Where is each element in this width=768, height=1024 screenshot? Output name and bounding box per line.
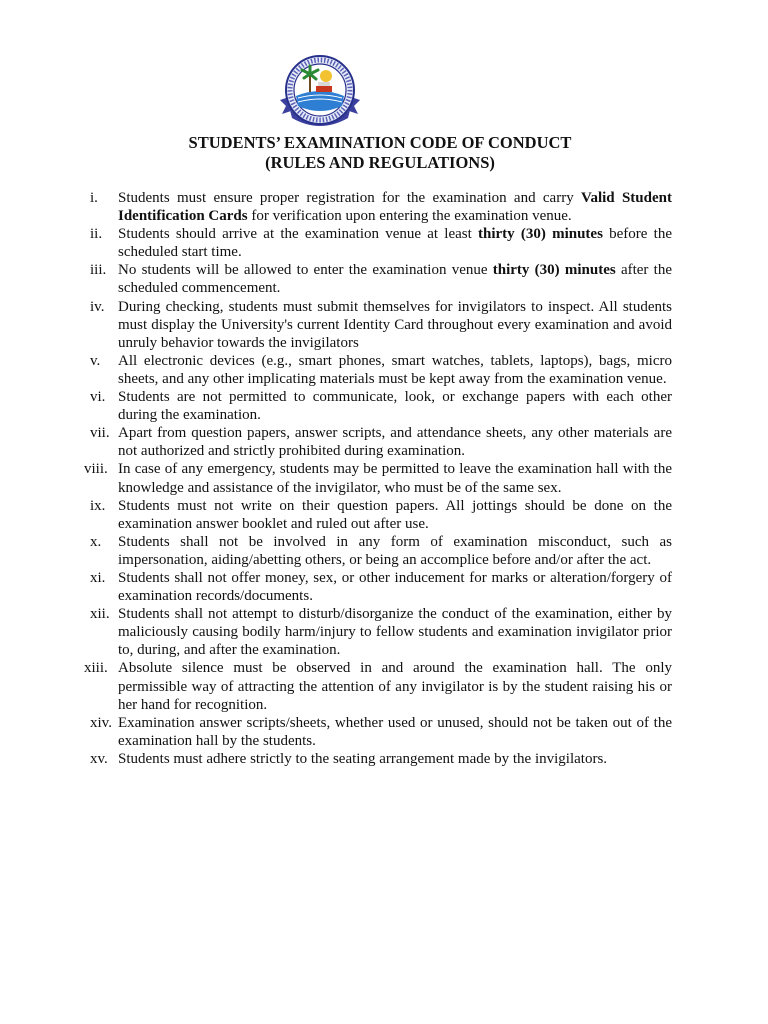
rule-text-segment: Students shall not attempt to disturb/disorganize the conduct of the examination, either by maliciously causing bodily harm/injury to fellow students and examination invigilator prior to, during, and after the examination. xyxy=(118,606,672,659)
rule-text-segment: Students should arrive at the examination venue at least xyxy=(118,226,478,243)
rule-text-segment: Students shall not be involved in any form of examination misconduct, such as impersonation, aiding/abetting others, or being an accomplice before and/or after the act. xyxy=(118,533,672,568)
rule-item xyxy=(84,569,672,605)
rule-text xyxy=(118,569,672,605)
document-subtitle: (RULES AND REGULATIONS) xyxy=(265,153,495,172)
rule-item xyxy=(84,225,672,261)
rule-text-segment: Students must adhere strictly to the seating arrangement made by the invigilators. xyxy=(118,750,608,767)
rule-item xyxy=(84,714,672,750)
rule-number: i. xyxy=(90,190,98,206)
rule-text-segment: after the scheduled commencement. xyxy=(118,262,672,297)
rule-item xyxy=(84,261,672,297)
rule-text-emphasis: thirty (30) minutes xyxy=(478,226,603,243)
rule-text xyxy=(118,659,672,713)
rule-item xyxy=(84,750,672,768)
rule-text xyxy=(118,261,672,297)
rule-number: xiv. xyxy=(90,714,112,731)
rule-text xyxy=(118,352,672,388)
rule-text-segment: before the scheduled start time. xyxy=(118,226,672,261)
rule-item xyxy=(84,424,672,460)
rule-item xyxy=(84,388,672,424)
rule-number: ii. xyxy=(90,226,103,243)
rule-text-segment: Absolute silence must be observed in and around the examination hall. The only permissible way of attracting the attention of any invigilator is by the student raising his or her hand for recognition. xyxy=(118,660,672,713)
rule-number: xi. xyxy=(90,569,106,586)
rule-number: xiii. xyxy=(84,660,108,677)
rule-item xyxy=(84,533,672,569)
rule-text-segment: Students must not write on their question papers. All jottings should be done on the examination answer booklet and ruled out after use. xyxy=(118,497,672,532)
rule-text xyxy=(118,225,672,261)
rule-number: vi. xyxy=(90,389,106,406)
rule-number: x. xyxy=(90,533,102,550)
rule-number: ix. xyxy=(90,497,106,514)
document-title: STUDENTS’ EXAMINATION CODE OF CONDUCT xyxy=(188,133,572,152)
rule-text xyxy=(118,714,672,750)
rule-text xyxy=(118,497,672,533)
rule-text-emphasis: thirty (30) minutes xyxy=(492,262,616,279)
rule-text-segment: No students will be allowed to enter the examination venue xyxy=(118,262,493,279)
rule-item xyxy=(84,605,672,659)
rule-text-segment: Examination answer scripts/sheets, whether used or unused, should not be taken out of the examination hall by the students. xyxy=(118,714,672,749)
rule-text-segment: for verification upon entering the examination venue. xyxy=(247,208,572,225)
rule-text xyxy=(118,605,672,659)
rule-text xyxy=(118,424,672,460)
rule-text-segment: During checking, students must submit themselves for invigilators to inspect. All students must display the University's current Identity Card throughout every examination and avoid unruly behavior towards the invigilators xyxy=(118,298,672,351)
rule-text xyxy=(118,298,672,352)
rule-number: iv. xyxy=(90,298,105,315)
rule-text-segment: Students shall not offer money, sex, or other inducement for marks or alteration/forgery of examination records/documents. xyxy=(118,569,672,605)
rule-item xyxy=(84,189,672,225)
rule-text xyxy=(118,460,672,496)
rule-text-segment: In case of any emergency, students may be permitted to leave the examination hall with the knowledge and assistance of the invigilator, who must be of the same sex. xyxy=(118,461,672,496)
rule-text xyxy=(118,189,672,225)
rule-item xyxy=(84,659,672,713)
rule-number: xii. xyxy=(90,606,110,623)
rule-item xyxy=(84,298,672,352)
rule-number: iii. xyxy=(90,262,107,279)
rule-text xyxy=(118,533,672,569)
rule-text-segment: All electronic devices (e.g., smart phones, smart watches, tablets, laptops), bags, micro sheets, and any other implicating materials must be kept away from the examination venue. xyxy=(118,352,672,387)
rule-number: viii. xyxy=(84,461,108,478)
rule-item xyxy=(84,460,672,496)
rule-text-emphasis: Valid Student Identification Cards xyxy=(118,190,672,225)
rule-text xyxy=(118,388,672,424)
rule-text xyxy=(118,750,672,768)
rule-text-segment: Students are not permitted to communicate, look, or exchange papers with each other during the examination. xyxy=(118,389,672,424)
rule-item xyxy=(84,497,672,533)
rule-number: v. xyxy=(90,352,101,369)
rule-text-segment: Apart from question papers, answer scripts, and attendance sheets, any other materials are not authorized and strictly prohibited during examination. xyxy=(118,425,672,460)
rules-list xyxy=(84,189,672,768)
university-seal-logo xyxy=(276,52,364,134)
rule-number: vii. xyxy=(90,425,110,442)
rule-text-segment: Students must ensure proper registration for the examination and carry xyxy=(118,190,582,206)
rule-item xyxy=(84,352,672,388)
rule-number: xv. xyxy=(90,750,108,767)
